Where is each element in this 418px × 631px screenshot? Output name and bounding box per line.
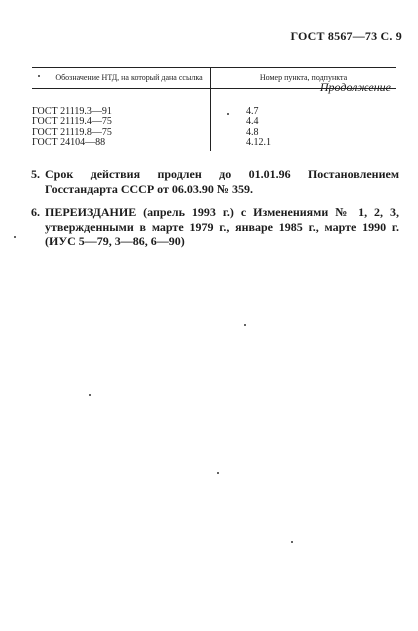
scan-speck xyxy=(217,472,219,474)
document-cell: ГОСТ 21119.3—91 xyxy=(32,88,211,117)
note-item xyxy=(31,205,399,249)
note-number: 6. xyxy=(31,205,40,219)
table-row xyxy=(32,138,396,151)
column-header-document: Обозначение НТД, на который дана ссылка xyxy=(32,68,211,89)
clause-cell: 4.4 xyxy=(246,116,259,128)
notes-section xyxy=(31,167,399,258)
continuation-label: Продолжение xyxy=(319,80,391,94)
reference-table xyxy=(32,67,396,151)
column-header-clause: Номер пункта, подпункта xyxy=(211,68,397,89)
clause-cell: 4.7 xyxy=(246,105,259,117)
scan-speck xyxy=(227,113,229,115)
table-row xyxy=(32,88,396,117)
page-header: ГОСТ 8567—73 С. 9 xyxy=(290,29,402,43)
document-cell: ГОСТ 24104—88 xyxy=(32,138,211,151)
document-cell: ГОСТ 21119.8—75 xyxy=(32,128,211,139)
note-text: ПЕРЕИЗДАНИЕ (апрель 1993 г.) с Изменениями № 1, 2, 3, утвержденными в марте 1979 г., январе 1985 г., марте 1990 г. (ИУС 5—79, 3—86, 6—90) xyxy=(45,205,399,248)
document-cell: ГОСТ 21119.4—75 xyxy=(32,117,211,128)
scan-speck xyxy=(291,541,293,543)
clause-cell: 4.12.1 xyxy=(246,137,271,149)
clause-cell: 4.8 xyxy=(246,126,259,138)
scan-speck xyxy=(89,394,91,396)
note-item xyxy=(31,167,399,196)
table-header-row xyxy=(32,68,396,89)
scan-speck xyxy=(38,75,40,77)
note-text: Срок действия продлен до 01.01.96 Постановлением Госстандарта СССР от 06.03.90 № 359. xyxy=(45,167,399,196)
note-number: 5. xyxy=(31,167,40,181)
scan-speck xyxy=(14,236,16,238)
scan-speck xyxy=(244,324,246,326)
